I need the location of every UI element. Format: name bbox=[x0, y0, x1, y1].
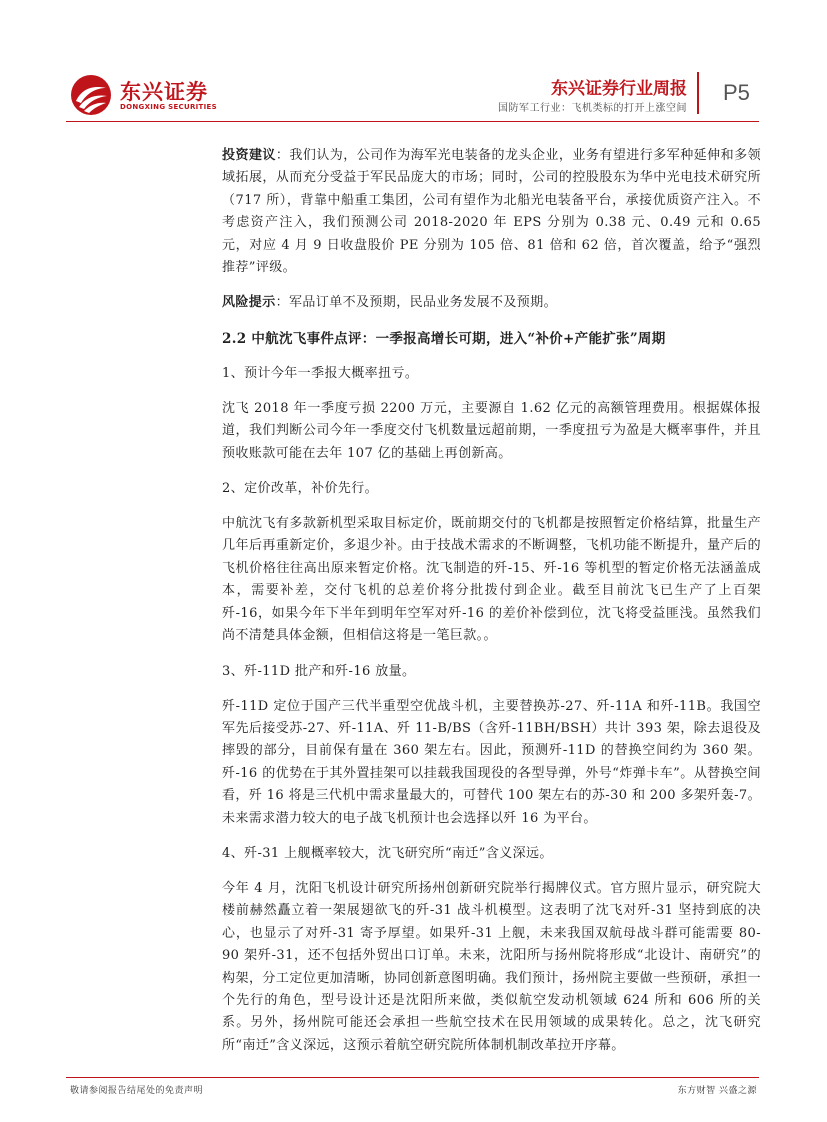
investment-advice-label: 投资建议 bbox=[222, 148, 276, 163]
header-divider bbox=[697, 72, 699, 114]
logo-chinese-name: 东兴证券 bbox=[120, 79, 208, 104]
item-4-text: 今年 4 月，沈阳飞机设计研究所扬州创新研究院举行揭牌仪式。官方照片显示，研究院大楼前赫然矗立着一架展翅欲飞的歼-31 战斗机模型。这表明了沈飞对歼-31 坚持到底的决心，也显示了对歼-31 寄予厚望。如果歼-31 上舰，未来我国双航母战斗群可能需要 80-90 架歼-31，还不包括外贸出口订单。未来，沈阳所与扬州院将形成“北设计、南研究”的构架，分工定位更加清晰，协同创新意图明确。我们预计，扬州院主要做一些预研，承担一个先行的角色，型号设计还是沈阳所来做，类似航空发动机领域 624 所和 606 所的关系。另外，扬州院可能还会承担一些航空技术在民用领域的成果转化。总之，沈飞研究所“南迁”含义深远，这预示着航空研究院所体制机制改革拉开序幕。 bbox=[222, 880, 761, 1053]
risk-warning-label: 风险提示 bbox=[222, 295, 276, 311]
item-3-heading: 3、歼-11D 批产和歼-16 放量。 bbox=[222, 663, 416, 679]
risk-warning-paragraph bbox=[222, 292, 761, 314]
header-rule bbox=[66, 121, 759, 122]
footer-rule bbox=[66, 1077, 759, 1078]
investment-advice-paragraph bbox=[222, 145, 761, 279]
page-header bbox=[0, 0, 827, 130]
footer-slogan: 东方财智 兴盛之源 bbox=[677, 1086, 757, 1096]
section-heading: 2.2 中航沈飞事件点评：一季报高增长可期，进入“补价+产能扩张”周期 bbox=[222, 330, 666, 347]
company-logo bbox=[70, 74, 220, 118]
report-body bbox=[222, 145, 761, 1070]
risk-warning-text: ：军品订单不及预期，民品业务发展不及预期。 bbox=[275, 295, 558, 311]
item-1-text: 沈飞 2018 年一季度亏损 2200 万元，主要源自 1.62 亿元的高额管理费用。根据媒体报道，我们判断公司今年一季度交付飞机数量远超前期，一季度扭亏为盈是大概率事件，并且预收账款可能在去年 107 亿的基础上再创新高。 bbox=[222, 400, 761, 461]
logo-english-name: DONGXING SECURITIES bbox=[120, 103, 217, 111]
report-subtitle: 国防军工行业：飞机类标的打开上涨空间 bbox=[498, 103, 687, 114]
item-1-heading: 1、预计今年一季报大概率扭亏。 bbox=[222, 365, 419, 381]
page-number: P5 bbox=[723, 80, 750, 105]
footer-disclaimer: 敬请参阅报告结尾处的免责声明 bbox=[70, 1086, 204, 1096]
dongxing-logo-icon bbox=[70, 74, 112, 116]
investment-advice-text: ：我们认为，公司作为海军光电装备的龙头企业，业务有望进行多军种延伸和多领域拓展，从而充分受益于军民品庞大的市场；同时，公司的控股股东为华中光电技术研究所（717 所），背靠中船重工集团，公司有望作为北船光电装备平台，承接优质资产注入。不考虑资产注入，我们预测公司 2018-2020 年 EPS 分别为 0.38 元、0.49 元和 0.65 元，对应 4 月 9 日收盘股价 PE 分别为 105 倍、81 倍和 62 倍，首次覆盖，给予“强烈推荐”评级。 bbox=[222, 148, 761, 276]
item-2-text: 中航沈飞有多款新机型采取目标定价，既前期交付的飞机都是按照暂定价格结算，批量生产几年后再重新定价，多退少补。由于技战术需求的不断调整，飞机功能不断提升，量产后的飞机价格往往高出原来暂定价格。沈飞制造的歼-15、歼-16 等机型的暂定价格无法涵盖成本，需要补差，交付飞机的总差价将分批拨付到企业。截至目前沈飞已生产了上百架歼-16，如果今年下半年到明年空军对歼-16 的差价补偿到位，沈飞将受益匪浅。虽然我们尚不清楚具体金额，但相信这将是一笔巨款。。 bbox=[222, 516, 761, 644]
item-3-text: 歼-11D 定位于国产三代半重型空优战斗机，主要替换苏-27、歼-11A 和歼-11B。我国空军先后接受苏-27、歼-11A、歼 11-B/BS（含歼-11BH/BSH）共计 393 架，除去退役及摔毁的部分，目前保有量在 360 架左右。因此，预测歼-11D 的替换空间约为 360 架。歼-16 的优势在于其外置挂架可以挂载我国现役的各型导弹，外号“炸弹卡车”。从替换空间看，歼 16 将是三代机中需求量最大的，可替代 100 架左右的苏-30 和 200 多架歼轰-7。未来需求潜力较大的电子战飞机预计也会选择以歼 16 为平台。 bbox=[222, 698, 761, 826]
item-4-heading: 4、歼-31 上舰概率较大，沈飞研究所“南迁”含义深远。 bbox=[222, 845, 553, 861]
item-2-heading: 2、定价改革，补价先行。 bbox=[222, 481, 379, 497]
report-title: 东兴证券行业周报 bbox=[551, 79, 687, 99]
